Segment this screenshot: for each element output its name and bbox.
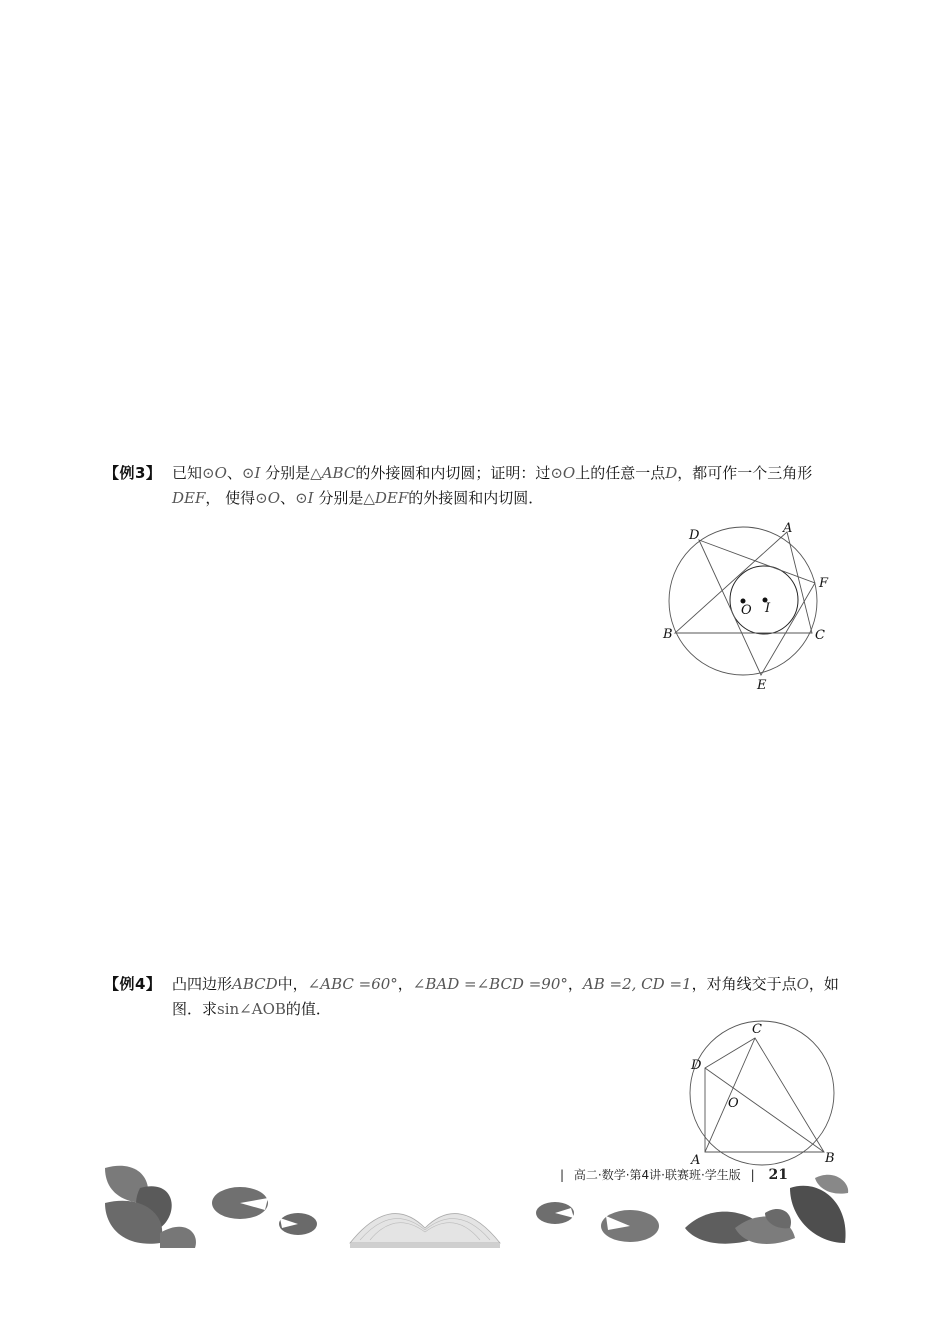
diagonal-ac [705,1038,755,1152]
math-point-o: O [796,975,809,993]
label-d: D [691,1058,702,1073]
label-o: O [728,1096,739,1111]
text-segment: 分别是 [260,464,311,482]
math-circle-o: ⊙O [550,464,576,482]
label-a: A [783,521,793,536]
text-segment: 分别是 [313,489,364,507]
math-triangle-abc: △ABC [310,464,356,482]
label-i: I [765,601,771,616]
example-3-label: 【例3】 [104,464,162,482]
math-quad-abcd: ABCD [232,975,278,993]
label-b: B [825,1151,835,1166]
text-segment: 中， [277,975,308,993]
example-3 [104,461,849,511]
math-circle-i: ⊙I [295,489,314,507]
text-segment: 已知 [172,464,203,482]
label-o: O [741,603,752,618]
text-segment: ，如图．求 [172,975,839,1018]
label-e: E [757,678,767,693]
math-def: DEF [172,489,206,507]
diagonal-bd [705,1068,824,1152]
lily-pad-icon [536,1202,659,1242]
label-b: B [663,627,673,642]
leaf-cluster-left-icon [105,1166,196,1248]
text-segment: 凸四边形 [172,975,233,993]
text-segment: ， [567,975,583,993]
label-d: D [689,528,700,543]
lily-pad-icon [212,1187,317,1235]
footer-bar-left: | [560,1168,565,1182]
math-angle-abc: ∠ABC =60° [307,975,398,993]
text-segment: ， 使得 [205,489,256,507]
text-segment: 、 [226,464,242,482]
leaf-cluster-right-icon [685,1175,848,1244]
math-angles-bad-bcd: ∠BAD =∠BCD =90° [412,975,568,993]
text-segment: ， [397,975,413,993]
label-a: A [691,1153,701,1168]
example-3-text [172,461,849,511]
label-c: C [752,1022,762,1037]
text-segment: ，都可作一个三角形 [677,464,813,482]
math-point-d: D [665,464,678,482]
quadrilateral-abcd [705,1038,824,1152]
math-sin-aob: sin∠AOB [217,1000,286,1018]
text-segment: 上的任意一点 [575,464,666,482]
page-number: 21 [768,1167,788,1183]
math-triangle-def: △DEF [363,489,409,507]
footer-text: 高二·数学·第4讲·联赛班·学生版 [573,1168,741,1182]
example-4-text [172,972,849,1022]
example-4-label: 【例4】 [104,975,162,993]
example-4-figure [680,1018,850,1168]
footer-decoration [100,1158,850,1258]
text-segment: ，对角线交于点 [691,975,797,993]
math-circle-o: ⊙O [202,464,227,482]
math-circle-i: ⊙I [241,464,261,482]
label-c: C [815,628,825,643]
text-segment: 的值． [285,1000,331,1018]
text-segment: 、 [280,489,296,507]
footer-bar-right: | [750,1168,755,1182]
math-lengths: AB =2, CD =1 [582,975,692,993]
text-segment: 的外接圆和内切圆；证明：过 [355,464,551,482]
text-segment: 的外接圆和内切圆． [408,489,544,507]
label-f: F [819,576,829,591]
example-4 [104,972,849,1022]
example-3-figure [655,515,835,695]
open-book-icon [350,1214,500,1248]
math-circle-o: ⊙O [255,489,281,507]
